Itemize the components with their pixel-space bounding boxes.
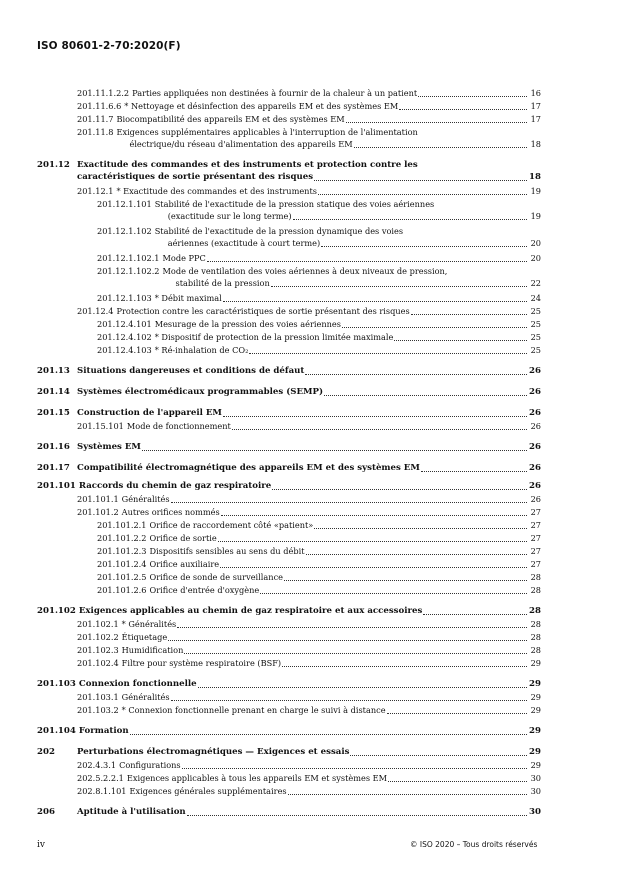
toc-entry-number: 201.13 bbox=[37, 366, 70, 376]
toc-entry-number: 201.12.1.102 bbox=[97, 226, 152, 236]
dot-leader bbox=[387, 713, 527, 714]
dot-leader bbox=[324, 395, 527, 396]
toc-entry-page: 30 bbox=[530, 786, 541, 796]
toc-entry-page: 29 bbox=[529, 679, 541, 689]
toc-entry-number: 201.11.1.2.2 bbox=[77, 88, 130, 98]
toc-entry-page: 30 bbox=[530, 773, 541, 783]
toc-entry-title: Exigences applicables à tous les appareils EM et systèmes EM bbox=[126, 773, 387, 783]
toc-entry-number: 201.104 bbox=[37, 726, 76, 736]
toc-entry-page: 29 bbox=[529, 726, 541, 736]
toc-entry-number: 201.11.7 bbox=[77, 114, 114, 124]
toc-entry-number: 201.14 bbox=[37, 387, 70, 397]
toc-entry-title: * Nettoyage et désinfection des appareils EM et des systèmes EM bbox=[124, 101, 399, 111]
dot-leader bbox=[284, 580, 527, 581]
toc-entry-title: Exigences applicables au chemin de gaz respiratoire et aux accessoires bbox=[78, 606, 423, 616]
toc-entry-number: 201.17 bbox=[37, 463, 70, 473]
toc-entry-title: Protection contre les caractéristiques de sortie présentant des risques bbox=[116, 306, 410, 316]
toc-entry-page: 26 bbox=[529, 481, 541, 491]
dot-leader bbox=[288, 794, 527, 795]
toc-entry-page: 28 bbox=[530, 619, 541, 629]
toc-entry-number: 201.101.2 bbox=[77, 507, 119, 517]
toc-entry-page: 29 bbox=[530, 705, 541, 715]
toc-entry-title: * Exactitude des commandes et des instruments bbox=[116, 186, 317, 196]
toc-entry-title: * Généralités bbox=[121, 619, 177, 629]
toc-entry-title: Systèmes EM bbox=[77, 442, 141, 452]
toc-entry-page: 25 bbox=[530, 306, 541, 316]
toc-entry-number: 202 bbox=[37, 747, 55, 757]
toc-entry-title: Orifice de raccordement côté «patient» bbox=[149, 520, 314, 530]
page-number: iv bbox=[37, 840, 45, 850]
toc-entry-page: 26 bbox=[529, 463, 541, 473]
toc-entry-number: 201.12.4.101 bbox=[97, 319, 152, 329]
toc-entry-page: 27 bbox=[530, 546, 541, 556]
toc-entry-title: Exigences générales supplémentaires bbox=[129, 786, 287, 796]
dot-leader bbox=[394, 340, 527, 341]
toc-entry-number: 201.101.2.6 bbox=[97, 585, 147, 595]
toc-entry-title: Stabilité de l'exactitude de la pression dynamique des voies bbox=[154, 226, 404, 236]
toc-entry-title: Raccords du chemin de gaz respiratoire bbox=[78, 481, 272, 491]
toc-entry-number: 201.12.1.103 bbox=[97, 293, 152, 303]
toc-entry-number: 201.102.3 bbox=[77, 645, 119, 655]
dot-leader bbox=[184, 653, 527, 654]
toc-entry-page: 18 bbox=[529, 172, 541, 182]
toc-entry-page: 17 bbox=[530, 114, 541, 124]
toc-entry-number: 201.11.6.6 bbox=[77, 101, 122, 111]
toc-entry-page: 29 bbox=[530, 760, 541, 770]
toc-entry-number: 201.15.101 bbox=[77, 421, 124, 431]
toc-entry-title: Humidification bbox=[121, 645, 184, 655]
toc-entry-page: 30 bbox=[529, 807, 541, 817]
toc-entry-number: 201.101.2.2 bbox=[97, 533, 147, 543]
toc-entry-page: 29 bbox=[530, 658, 541, 668]
dot-leader bbox=[187, 815, 527, 816]
dot-leader bbox=[350, 755, 527, 756]
dot-leader bbox=[260, 593, 527, 594]
toc-entry-number: 201.101.2.1 bbox=[97, 520, 147, 530]
dot-leader bbox=[177, 627, 527, 628]
toc-entry-number: 201.102.1 bbox=[77, 619, 119, 629]
toc-entry-number: 201.101.2.4 bbox=[97, 559, 147, 569]
dot-leader bbox=[399, 109, 527, 110]
dot-leader bbox=[306, 554, 528, 555]
dot-leader bbox=[232, 429, 527, 430]
toc-entry-page: 28 bbox=[530, 645, 541, 655]
toc-entry-title: Généralités bbox=[121, 692, 170, 702]
toc-entry-page: 18 bbox=[530, 139, 541, 149]
dot-leader bbox=[221, 515, 527, 516]
toc-entry-title-continued: électrique/du réseau d'alimentation des appareils EM bbox=[129, 139, 353, 149]
toc-entry-number: 201.12.1.102.2 bbox=[97, 266, 160, 276]
toc-entry-title: Situations dangereuses et conditions de défaut bbox=[77, 366, 305, 376]
dot-leader bbox=[207, 261, 527, 262]
toc-entry-title: Mesurage de la pression des voies aériennes bbox=[154, 319, 341, 329]
toc-entry-number: 201.103.1 bbox=[77, 692, 119, 702]
toc-entry-page: 27 bbox=[530, 520, 541, 530]
toc-entry-title: * Débit maximal bbox=[154, 293, 222, 303]
toc-entry-title-continued: (exactitude sur le long terme) bbox=[167, 211, 292, 221]
toc-entry-number: 201.101 bbox=[37, 481, 76, 491]
toc-entry-number: 201.12.4.103 bbox=[97, 345, 152, 355]
dot-leader bbox=[305, 374, 527, 375]
toc-entry-title: * Connexion fonctionnelle prenant en charge le suivi à distance bbox=[121, 705, 386, 715]
dot-leader bbox=[198, 687, 527, 688]
toc-entry-number: 201.12 bbox=[37, 160, 70, 170]
toc-entry-title: Filtre pour système respiratoire (BSF) bbox=[121, 658, 282, 668]
toc-entry-number: 201.12.1.102.1 bbox=[97, 253, 160, 263]
toc-entry-page: 28 bbox=[530, 572, 541, 582]
toc-entry-page: 26 bbox=[530, 421, 541, 431]
toc-entry-page: 28 bbox=[530, 632, 541, 642]
toc-entry-title: Mode PPC bbox=[162, 253, 206, 263]
dot-leader bbox=[130, 734, 527, 735]
toc-entry-number: 201.102.4 bbox=[77, 658, 119, 668]
dot-leader bbox=[168, 640, 527, 641]
dot-leader bbox=[321, 246, 527, 247]
toc-entry-number: 201.16 bbox=[37, 442, 70, 452]
toc-entry-page: 25 bbox=[530, 332, 541, 342]
toc-entry-title: Stabilité de l'exactitude de la pression statique des voies aériennes bbox=[154, 199, 435, 209]
toc-entry-title: Parties appliquées non destinées à fournir de la chaleur à un patient bbox=[132, 88, 418, 98]
toc-entry-page: 24 bbox=[530, 293, 541, 303]
toc-entry-number: 201.12.1 bbox=[77, 186, 114, 196]
toc-entry-title: Aptitude à l'utilisation bbox=[77, 807, 186, 817]
toc-entry-title: Généralités bbox=[121, 494, 170, 504]
dot-leader bbox=[182, 768, 527, 769]
dot-leader bbox=[249, 353, 527, 354]
toc-entry-title: Dispositifs sensibles au sens du débit bbox=[149, 546, 305, 556]
toc-entry-title: Exigences supplémentaires applicables à l'interruption de l'alimentation bbox=[116, 127, 418, 137]
toc-entry-page: 17 bbox=[530, 101, 541, 111]
toc-entry-page: 25 bbox=[530, 345, 541, 355]
toc-entry-page: 20 bbox=[530, 253, 541, 263]
dot-leader bbox=[293, 219, 527, 220]
toc-entry-title-continued: stabilité de la pression bbox=[175, 278, 270, 288]
dot-leader bbox=[171, 502, 527, 503]
toc-entry-number: 201.101.2.3 bbox=[97, 546, 147, 556]
dot-leader bbox=[223, 416, 527, 417]
toc-entry-title: Biocompatibilité des appareils EM et des systèmes EM bbox=[116, 114, 345, 124]
dot-leader bbox=[223, 301, 527, 302]
toc-entry-title: Orifice de sonde de surveillance bbox=[149, 572, 283, 582]
dot-leader bbox=[421, 471, 527, 472]
dot-leader bbox=[218, 541, 527, 542]
toc-entry-number: 202.4.3.1 bbox=[77, 760, 117, 770]
toc-entry-title: Orifice de sortie bbox=[149, 533, 217, 543]
toc-entry-page: 29 bbox=[530, 692, 541, 702]
dot-leader bbox=[354, 147, 527, 148]
toc-entry-page: 27 bbox=[530, 507, 541, 517]
dot-leader bbox=[220, 567, 527, 568]
toc-entry-number: 201.102 bbox=[37, 606, 76, 616]
toc-entry-page: 19 bbox=[530, 211, 541, 221]
toc-entry-title: * Dispositif de protection de la pression limitée maximale bbox=[154, 332, 394, 342]
toc-entry-title: Perturbations électromagnétiques — Exigences et essais bbox=[77, 747, 350, 757]
toc-entry-page: 22 bbox=[530, 278, 541, 288]
toc-entry-number: 201.11.8 bbox=[77, 127, 114, 137]
toc-entry-title: * Ré-inhalation de CO₂ bbox=[154, 345, 249, 355]
dot-leader bbox=[318, 194, 527, 195]
toc-entry-number: 201.12.1.101 bbox=[97, 199, 152, 209]
toc-entry-title: Construction de l'appareil EM bbox=[77, 408, 222, 418]
toc-entry-title: Configurations bbox=[119, 760, 181, 770]
dot-leader bbox=[171, 700, 527, 701]
dot-leader bbox=[282, 666, 527, 667]
toc-entry-number: 201.101.1 bbox=[77, 494, 119, 504]
toc-entry-page: 26 bbox=[530, 494, 541, 504]
toc-entry-number: 201.102.2 bbox=[77, 632, 119, 642]
toc-entry-page: 26 bbox=[529, 442, 541, 452]
toc-entry-page: 28 bbox=[530, 585, 541, 595]
dot-leader bbox=[388, 781, 527, 782]
toc-entry-number: 201.15 bbox=[37, 408, 70, 418]
toc-entry-number: 202.8.1.101 bbox=[77, 786, 127, 796]
dot-leader bbox=[314, 180, 527, 181]
toc-entry-title: Autres orifices nommés bbox=[121, 507, 220, 517]
toc-entry-title: Orifice d'entrée d'oxygène bbox=[149, 585, 260, 595]
toc-entry-title: Formation bbox=[78, 726, 129, 736]
document-header: ISO 80601-2-70:2020(F) bbox=[37, 40, 181, 52]
toc-entry-title: Compatibilité électromagnétique des appareils EM et des systèmes EM bbox=[77, 463, 420, 473]
toc-entry-page: 26 bbox=[529, 366, 541, 376]
toc-entry-number: 206 bbox=[37, 807, 55, 817]
dot-leader bbox=[342, 327, 527, 328]
toc-entry-number: 201.12.4 bbox=[77, 306, 114, 316]
toc-entry-number: 201.101.2.5 bbox=[97, 572, 147, 582]
toc-entry-page: 29 bbox=[529, 747, 541, 757]
toc-entry-number: 201.12.4.102 bbox=[97, 332, 152, 342]
toc-entry-number: 202.5.2.2.1 bbox=[77, 773, 124, 783]
dot-leader bbox=[346, 122, 527, 123]
toc-entry-title: Connexion fonctionnelle bbox=[78, 679, 197, 689]
toc-entry-page: 20 bbox=[530, 238, 541, 248]
toc-entry-page: 27 bbox=[530, 533, 541, 543]
dot-leader bbox=[271, 286, 527, 287]
toc-entry-page: 19 bbox=[530, 186, 541, 196]
dot-leader bbox=[411, 314, 527, 315]
toc-entry-page: 28 bbox=[529, 606, 541, 616]
toc-entry-page: 25 bbox=[530, 319, 541, 329]
toc-entry-number: 201.103 bbox=[37, 679, 76, 689]
toc-entry-title: Exactitude des commandes et des instruments et protection contre les bbox=[77, 160, 418, 170]
dot-leader bbox=[418, 96, 527, 97]
toc-entry-title: Étiquetage bbox=[121, 632, 168, 642]
toc-entry-title-continued: caractéristiques de sortie présentant des risques bbox=[77, 172, 314, 182]
toc-entry-title: Systèmes électromédicaux programmables (SEMP) bbox=[77, 387, 324, 397]
toc-entry-title-continued: aériennes (exactitude à court terme) bbox=[167, 238, 321, 248]
toc-entry-title: Mode de fonctionnement bbox=[126, 421, 231, 431]
dot-leader bbox=[314, 528, 527, 529]
dot-leader bbox=[272, 489, 527, 490]
toc-entry-title: Mode de ventilation des voies aériennes à deux niveaux de pression, bbox=[162, 266, 448, 276]
dot-leader bbox=[423, 614, 527, 615]
toc-entry-page: 26 bbox=[529, 387, 541, 397]
toc-entry-page: 26 bbox=[529, 408, 541, 418]
toc-entry-page: 16 bbox=[530, 88, 541, 98]
toc-entry-page: 27 bbox=[530, 559, 541, 569]
toc-entry-title: Orifice auxiliaire bbox=[149, 559, 220, 569]
copyright-notice: © ISO 2020 – Tous droits réservés bbox=[410, 840, 538, 849]
toc-entry-number: 201.103.2 bbox=[77, 705, 119, 715]
dot-leader bbox=[142, 450, 527, 451]
